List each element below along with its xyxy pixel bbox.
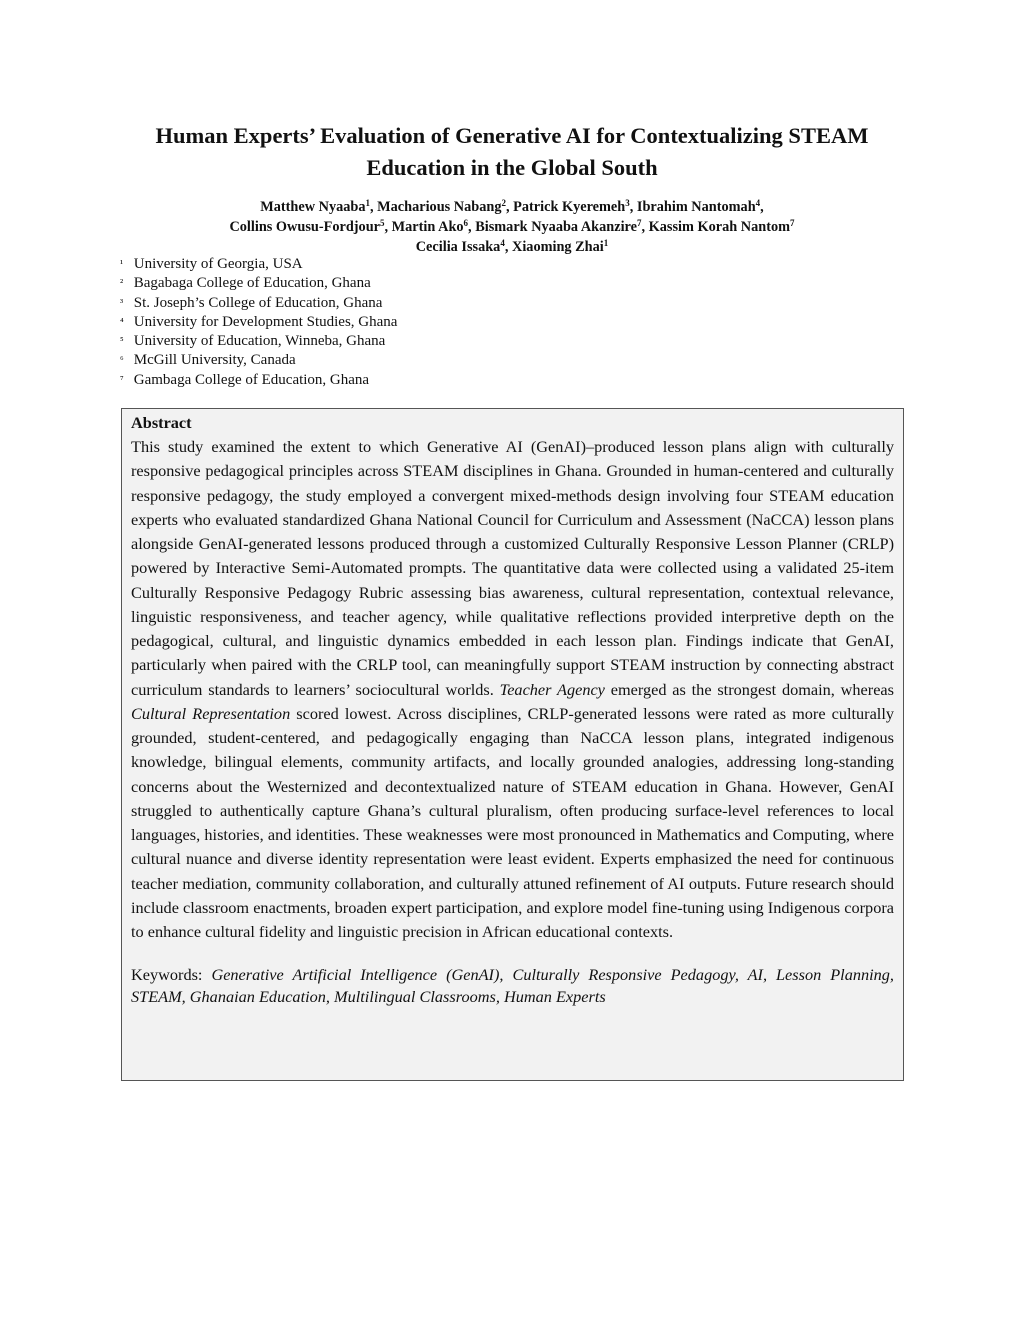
affiliation-number: ⁷ bbox=[120, 374, 124, 386]
affiliation-number: ⁴ bbox=[120, 316, 124, 328]
author-affiliation-mark: 2 bbox=[501, 198, 506, 208]
keywords-list: Generative Artificial Intelligence (GenAI), Culturally Responsive Pedagogy, AI, Lesson Planning, STEAM, Ghanaian Education, Multilingual Classrooms, Human Experts bbox=[131, 965, 894, 1007]
author-list bbox=[100, 197, 924, 257]
affiliation-text: Bagabaga College of Education, Ghana bbox=[133, 275, 371, 292]
abstract-text-part-1: This study examined the extent to which Generative AI (GenAI)–produced lesson plans align with culturally responsive pedagogical principles across STEAM disciplines in Ghana. Grounded in human-centered and culturally responsive pedagogy, the study employed a convergent mixed-methods design involving four STEAM education experts who evaluated standardized Ghana National Council for Curriculum and Assessment (NaCCA) lesson plans alongside GenAI-generated lessons produced through a customized Culturally Responsive Lesson Planner (CRLP) powered by Interactive Semi-Automated prompts. The quantitative data were collected using a validated 25-item Culturally Responsive Pedagogy Rubric assessing bias awareness, cultural representation, contextual relevance, linguistic responsiveness, and teacher agency, while qualitative reflections provided interpretive depth on the pedagogical, cultural, and linguistic dynamics embedded in each lesson plan. Findings indicate that GenAI, particularly when paired with the CRLP tool, can meaningfully support STEAM instruction by connecting abstract curriculum standards to learners’ sociocultural worlds. bbox=[131, 437, 894, 699]
author-separator: , bbox=[641, 219, 649, 235]
author-line-1 bbox=[100, 197, 924, 217]
author-name: Matthew Nyaaba bbox=[260, 199, 366, 215]
author-separator: , bbox=[760, 199, 764, 215]
author-name: Xiaoming Zhai bbox=[512, 239, 604, 255]
keywords bbox=[131, 964, 894, 1008]
abstract-text-part-2: emerged as the strongest domain, whereas bbox=[604, 679, 894, 699]
affiliation-text: Gambaga College of Education, Ghana bbox=[133, 371, 370, 388]
abstract-box bbox=[121, 408, 904, 1081]
affiliation-item bbox=[120, 371, 397, 390]
title-line-2: Education in the Global South bbox=[366, 155, 658, 180]
abstract-emphasis-cultural-representation: Cultural Representation bbox=[131, 703, 291, 723]
abstract-emphasis-teacher-agency: Teacher Agency bbox=[499, 679, 605, 699]
author-name: Ibrahim Nantomah bbox=[636, 199, 756, 215]
author-affiliation-mark: 6 bbox=[463, 218, 469, 228]
affiliation-text: St. Joseph’s College of Education, Ghana bbox=[133, 294, 383, 311]
affiliation-text: University for Development Studies, Ghana bbox=[133, 313, 398, 330]
affiliation-number: ⁶ bbox=[120, 355, 124, 367]
author-affiliation-mark: 1 bbox=[365, 198, 370, 208]
author-line-2 bbox=[100, 217, 924, 237]
abstract-heading: Abstract bbox=[131, 413, 192, 432]
author-separator: , bbox=[468, 219, 476, 235]
author-name: Macharious Nabang bbox=[377, 199, 502, 215]
title-line-1: Human Experts’ Evaluation of Generative AI for Contextualizing STEAM bbox=[155, 123, 869, 148]
affiliation-item bbox=[120, 294, 397, 313]
author-separator: , bbox=[505, 199, 514, 215]
author-affiliation-mark: 7 bbox=[637, 218, 642, 228]
affiliation-number: ³ bbox=[120, 297, 124, 309]
author-affiliation-mark: 1 bbox=[603, 238, 609, 248]
author-name: Martin Ako bbox=[391, 219, 464, 235]
author-affiliation-mark: 3 bbox=[625, 198, 630, 208]
affiliation-item bbox=[120, 351, 397, 370]
affiliation-item bbox=[120, 274, 397, 293]
author-name: Collins Owusu-Fordjour bbox=[229, 219, 380, 235]
affiliation-number: ¹ bbox=[120, 259, 124, 270]
author-affiliation-mark: 4 bbox=[755, 198, 761, 208]
affiliation-list bbox=[120, 255, 397, 390]
affiliation-item bbox=[120, 332, 397, 351]
affiliation-text: University of Education, Winneba, Ghana bbox=[133, 333, 386, 350]
author-separator: , bbox=[384, 219, 392, 235]
author-separator: , bbox=[370, 199, 378, 215]
author-affiliation-mark: 5 bbox=[380, 218, 385, 228]
author-name: Patrick Kyeremeh bbox=[513, 199, 626, 215]
affiliation-text: McGill University, Canada bbox=[133, 352, 296, 369]
affiliation-number: ⁵ bbox=[120, 336, 124, 348]
affiliation-item bbox=[120, 255, 397, 274]
author-separator: , bbox=[504, 239, 512, 255]
affiliation-number: ² bbox=[120, 278, 124, 290]
author-affiliation-mark: 4 bbox=[500, 238, 505, 248]
author-separator: , bbox=[629, 199, 637, 215]
author-name: Cecilia Issaka bbox=[415, 239, 501, 255]
author-line-3 bbox=[100, 237, 924, 257]
author-affiliation-mark: 7 bbox=[790, 218, 795, 228]
paper-title bbox=[110, 120, 914, 184]
keywords-label: Keywords: bbox=[131, 965, 212, 985]
affiliation-text: University of Georgia, USA bbox=[133, 256, 303, 272]
affiliation-item bbox=[120, 313, 397, 332]
abstract-body bbox=[131, 435, 894, 944]
author-name: Kassim Korah Nantom bbox=[648, 219, 791, 235]
author-name: Bismark Nyaaba Akanzire bbox=[475, 219, 637, 235]
abstract-text-part-3: scored lowest. Across disciplines, CRLP-generated lessons were rated as more culturally grounded, student-centered, and pedagogically engaging than NaCCA lesson plans, integrated indigenous knowledge, bilingual elements, community artifacts, and locally grounded analogies, addressing long-standing concerns about the Westernized and decontextualized nature of STEAM education in Ghana. However, GenAI struggled to authentically capture Ghana’s cultural pluralism, often producing surface-level references to local languages, histories, and identities. These weaknesses were most pronounced in Mathematics and Computing, where cultural nuance and diverse identity representation were least evident. Experts emphasized the need for continuous teacher mediation, community collaboration, and culturally attuned refinement of AI outputs. Future research should include classroom enactments, broaden expert participation, and explore model fine-tuning using Indigenous corpora to enhance cultural fidelity and linguistic precision in African educational contexts. bbox=[131, 703, 894, 942]
